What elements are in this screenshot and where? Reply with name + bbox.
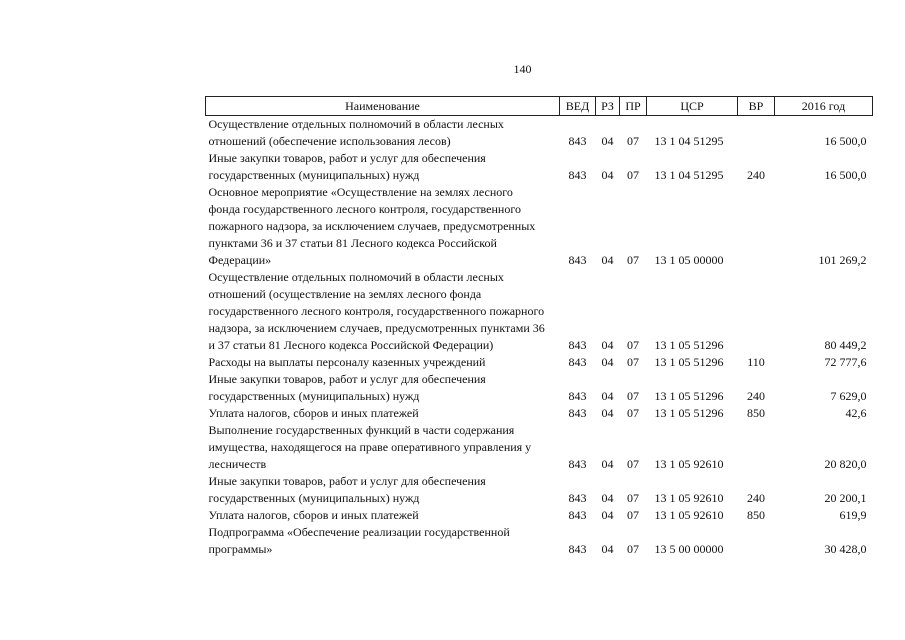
row-vr: 850 — [747, 406, 765, 420]
table-row — [206, 524, 873, 558]
row-csr: 13 1 05 51296 — [654, 406, 724, 420]
row-vr: 850 — [747, 508, 765, 522]
row-ved: 843 — [568, 457, 587, 471]
row-name: Иные закупки товаров, работ и услуг для обеспечения государственных (муниципальных) нужд — [208, 372, 486, 403]
row-name: Уплата налогов, сборов и иных платежей — [208, 508, 419, 522]
row-amount: 20 820,0 — [824, 457, 867, 471]
row-name: Уплата налогов, сборов и иных платежей — [208, 406, 419, 420]
row-name: Иные закупки товаров, работ и услуг для обеспечения государственных (муниципальных) нужд — [208, 151, 486, 182]
table-row — [206, 354, 873, 371]
row-rz: 04 — [601, 389, 614, 403]
row-amount: 619,9 — [839, 508, 867, 522]
header-pr: ПР — [620, 97, 647, 116]
row-ved: 843 — [568, 338, 587, 352]
row-pr: 07 — [627, 508, 639, 522]
row-name: Основное мероприятие «Осуществление на землях лесного фонда государственного лесного контроля, государственного пожарного надзора, за исключением случаев, предусмотренных пунктами 36 и 37 статьи 81 Лесного кодекса Российской Федерации» — [208, 185, 536, 267]
table-row — [206, 150, 873, 184]
row-name: Осуществление отдельных полномочий в области лесных отношений (осуществление на землях лесного фонда государственного лесного контроля, государственного пожарного надзора, за исключением случаев, предусмотренных пунктами 36 и 37 статьи 81 Лесного кодекса Российской Федерации) — [208, 270, 545, 352]
row-amount: 16 500,0 — [824, 134, 867, 148]
row-pr: 07 — [627, 406, 639, 420]
row-ved: 843 — [568, 389, 587, 403]
table-row — [206, 405, 873, 422]
row-pr: 07 — [627, 491, 639, 505]
table-row — [206, 371, 873, 405]
row-rz: 04 — [601, 406, 614, 420]
row-vr: 240 — [747, 168, 765, 182]
row-rz: 04 — [601, 253, 614, 267]
row-name: Осуществление отдельных полномочий в области лесных отношений (обеспечение использования лесов) — [208, 117, 504, 148]
table-row — [206, 473, 873, 507]
header-csr: ЦСР — [647, 97, 738, 116]
row-rz: 04 — [601, 457, 614, 471]
row-csr: 13 1 05 51296 — [654, 389, 724, 403]
row-pr: 07 — [627, 253, 639, 267]
row-csr: 13 1 05 00000 — [654, 253, 724, 267]
row-name: Подпрограмма «Обеспечение реализации государственной программы» — [208, 525, 510, 556]
row-vr: 240 — [747, 389, 765, 403]
row-csr: 13 5 00 00000 — [654, 542, 724, 556]
table-row — [206, 184, 873, 269]
table-body — [206, 116, 873, 559]
row-ved: 843 — [568, 355, 587, 369]
row-vr: 110 — [747, 355, 765, 369]
row-name: Иные закупки товаров, работ и услуг для обеспечения государственных (муниципальных) нужд — [208, 474, 486, 505]
row-vr — [738, 116, 775, 151]
table-header-row — [206, 97, 873, 116]
row-rz: 04 — [601, 338, 614, 352]
row-pr: 07 — [627, 168, 639, 182]
row-rz: 04 — [601, 508, 614, 522]
table-row — [206, 269, 873, 354]
row-pr: 07 — [627, 542, 639, 556]
row-amount: 20 200,1 — [824, 491, 867, 505]
header-year: 2016 год — [775, 97, 873, 116]
header-vr: ВР — [738, 97, 775, 116]
row-pr: 07 — [627, 355, 639, 369]
header-rz: РЗ — [596, 97, 620, 116]
row-pr: 07 — [627, 389, 639, 403]
row-vr — [738, 422, 775, 473]
row-csr: 13 1 05 51296 — [654, 355, 724, 369]
row-amount: 7 629,0 — [830, 389, 867, 403]
header-name: Наименование — [206, 97, 560, 116]
row-rz: 04 — [601, 168, 614, 182]
row-ved: 843 — [568, 491, 587, 505]
row-rz: 04 — [601, 542, 614, 556]
row-rz: 04 — [601, 491, 614, 505]
row-csr: 13 1 05 92610 — [654, 508, 724, 522]
row-amount: 42,6 — [845, 406, 867, 420]
row-csr: 13 1 04 51295 — [654, 168, 724, 182]
row-csr: 13 1 05 92610 — [654, 491, 724, 505]
table-row — [206, 507, 873, 524]
row-amount: 16 500,0 — [824, 168, 867, 182]
header-ved: ВЕД — [560, 97, 596, 116]
row-vr — [738, 184, 775, 269]
row-ved: 843 — [568, 508, 587, 522]
row-name: Расходы на выплаты персоналу казенных учреждений — [208, 355, 486, 369]
page-number: 140 — [513, 62, 532, 76]
row-csr: 13 1 04 51295 — [654, 134, 724, 148]
row-ved: 843 — [568, 134, 587, 148]
row-csr: 13 1 05 51296 — [654, 338, 724, 352]
row-ved: 843 — [568, 406, 587, 420]
row-amount: 101 269,2 — [818, 253, 867, 267]
row-rz: 04 — [601, 355, 614, 369]
row-ved: 843 — [568, 168, 587, 182]
row-rz: 04 — [601, 134, 614, 148]
row-amount: 72 777,6 — [824, 355, 867, 369]
row-amount: 80 449,2 — [824, 338, 867, 352]
row-vr — [738, 269, 775, 354]
row-ved: 843 — [568, 542, 587, 556]
row-name: Выполнение государственных функций в части содержания имущества, находящегося на праве оперативного управления у лесничеств — [208, 423, 532, 471]
row-pr: 07 — [627, 338, 639, 352]
row-csr: 13 1 05 92610 — [654, 457, 724, 471]
budget-table — [205, 96, 873, 558]
row-vr — [738, 524, 775, 558]
table-row — [206, 422, 873, 473]
table-row — [206, 116, 873, 151]
row-ved: 843 — [568, 253, 587, 267]
row-pr: 07 — [627, 457, 639, 471]
row-pr: 07 — [627, 134, 639, 148]
row-amount: 30 428,0 — [824, 542, 867, 556]
row-vr: 240 — [747, 491, 765, 505]
